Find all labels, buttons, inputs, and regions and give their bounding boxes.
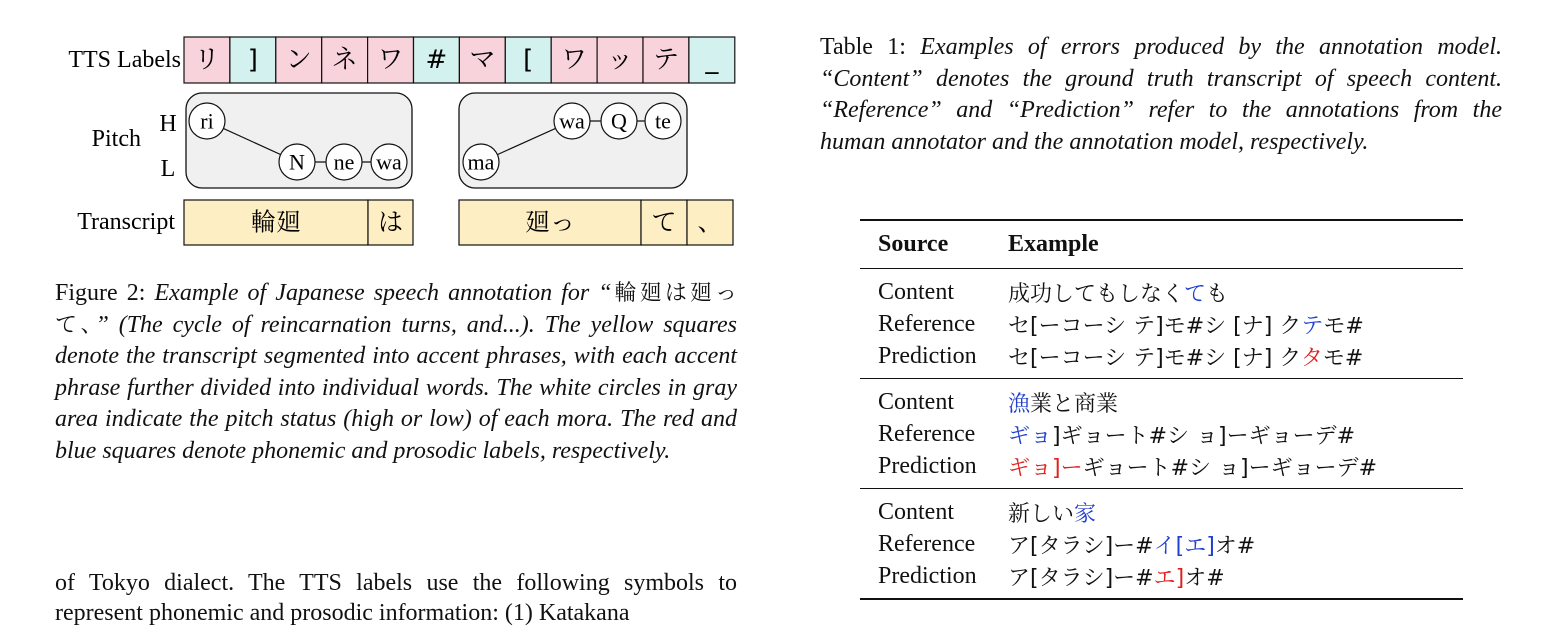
source-cell: Content: [878, 388, 954, 415]
highlighted-segment: イ[エ]: [1153, 533, 1215, 559]
mora-label: wa: [376, 149, 402, 175]
tts-label-cell: [322, 37, 368, 83]
header-example: Example: [1008, 231, 1099, 257]
example-segment: ]ギョート#シ ョ]ーギョーデ#: [1052, 423, 1356, 449]
example-segment: 新しい: [1008, 501, 1075, 527]
mora-label: Q: [611, 108, 627, 134]
tts-label-cell: [597, 37, 643, 83]
highlighted-segment: エ]: [1153, 565, 1185, 591]
tts-label-text: [: [523, 45, 534, 75]
example-cell: [1008, 561, 1463, 592]
example-segment: 成功してもしなく: [1008, 281, 1185, 307]
example-cell: [1008, 277, 1463, 308]
pitch-group: [459, 93, 687, 188]
example-cell: [1008, 529, 1463, 560]
table-row: [860, 496, 1463, 528]
highlighted-segment: 漁: [1008, 391, 1031, 417]
tts-label-cell: [276, 37, 322, 83]
highlighted-segment: ギョ]ー: [1008, 455, 1083, 481]
tts-label-text: _: [705, 45, 719, 75]
table-group: [860, 269, 1463, 379]
annotation-figure: [0, 0, 760, 260]
tts-label-text: ン: [285, 45, 312, 75]
mora-label: ma: [467, 149, 495, 175]
example-segment: も: [1206, 281, 1229, 307]
tts-label-cell: [230, 37, 276, 83]
transcript-phrase: [459, 200, 733, 245]
highlighted-segment: て: [1184, 281, 1207, 307]
source-cell: Content: [878, 278, 954, 305]
mora-node: [645, 103, 681, 139]
mora-label: ri: [200, 108, 214, 134]
example-segment: モ#: [1323, 313, 1364, 339]
tts-label-text: テ: [652, 45, 679, 75]
tts-label-cell: [184, 37, 230, 83]
example-segment: オ#: [1184, 565, 1225, 591]
example-segment: セ[ーコーシ テ]モ#シ [ナ] ク: [1008, 313, 1302, 339]
mora-node: [371, 144, 407, 180]
tts-label-text: ]: [247, 45, 258, 75]
transcript-phrase: [184, 200, 413, 245]
table-group: [860, 379, 1463, 489]
highlighted-segment: ギョ: [1008, 423, 1053, 449]
source-cell: Content: [878, 498, 954, 525]
example-segment: モ#: [1322, 345, 1364, 371]
tts-label-text: ネ: [331, 45, 358, 75]
example-cell: [1008, 497, 1463, 528]
mora-label: te: [655, 108, 671, 134]
table-caption-text: Examples of errors produced by the annotation model. “Content” denotes the ground truth transcript of speech content. “Reference” and “Prediction” refer to the annotations from the human annotator and the annotation model, respectively.: [820, 34, 1503, 155]
example-segment: ア[タラシ]ー#: [1008, 565, 1154, 591]
tts-label-text: マ: [469, 45, 496, 75]
mora-node: [601, 103, 637, 139]
tts-label-cell: [414, 37, 460, 83]
source-cell: Prediction: [878, 452, 977, 479]
source-cell: Reference: [878, 530, 976, 557]
table-row: [860, 450, 1463, 482]
mora-node: [554, 103, 590, 139]
example-segment: ギョート#シ ョ]ーギョーデ#: [1082, 455, 1378, 481]
tts-label-cell: [459, 37, 505, 83]
example-cell: [1008, 309, 1463, 340]
figure-caption-label: Figure 2:: [55, 280, 146, 306]
table-row: [860, 340, 1463, 372]
tts-labels-row-label: TTS Labels: [68, 47, 181, 73]
example-segment: ア[タラシ]ー#: [1008, 533, 1154, 559]
source-cell: Reference: [878, 420, 976, 447]
transcript-row-label: Transcript: [77, 209, 175, 235]
transcript-word: は: [377, 207, 404, 237]
tts-label-text: ワ: [561, 45, 588, 75]
table-row: [860, 418, 1463, 450]
header-source: Source: [878, 231, 949, 257]
tts-label-text: リ: [193, 45, 220, 75]
tts-label-cell: [368, 37, 414, 83]
table-caption-label: Table 1:: [820, 34, 906, 60]
example-cell: [1008, 387, 1463, 418]
source-cell: Reference: [878, 310, 976, 337]
mora-label: N: [289, 149, 305, 175]
highlighted-segment: 家: [1074, 501, 1097, 527]
pitch-high-label: H: [159, 111, 177, 137]
table-caption: [820, 32, 1502, 158]
mora-node: [189, 103, 225, 139]
figure-caption-text-end: ” (The cycle of reincarnation turns, and...). The yellow squares denote the transcript segmented into accent phrases, with each accent phrase further divided into individual words. The white circles in gray area indicate the pitch status (high or low) of each mora. The red and blue squares denote phonemic and prosodic labels, respectively.: [55, 311, 738, 464]
example-cell: [1008, 451, 1463, 482]
transcript-word: 廻っ: [524, 207, 576, 237]
figure-caption-text-start: Example of Japanese speech annotation for “: [154, 280, 612, 306]
tts-label-text: ッ: [607, 45, 634, 75]
highlighted-segment: タ: [1300, 345, 1323, 371]
pitch-low-label: L: [160, 156, 176, 182]
table-group: [860, 489, 1463, 598]
tts-label-cell: [643, 37, 689, 83]
table-row: [860, 528, 1463, 560]
tts-label-text: ワ: [377, 45, 404, 75]
table-header: [860, 221, 1463, 269]
table-row: [860, 308, 1463, 340]
source-cell: Prediction: [878, 562, 977, 589]
table-row: [860, 560, 1463, 592]
mora-label: wa: [559, 108, 585, 134]
table-row: [860, 386, 1463, 418]
tts-label-text: #: [425, 45, 448, 75]
transcript-word: 輪廻: [250, 207, 302, 237]
example-cell: [1008, 419, 1463, 450]
transcript-word: て: [651, 207, 677, 237]
source-cell: Prediction: [878, 342, 977, 369]
body-paragraph: of Tokyo dialect. The TTS labels use the following symbols to represent phonemic and prosodic information: (1) Katakana: [55, 570, 737, 626]
table-row: [860, 276, 1463, 308]
pitch-group: [186, 93, 412, 188]
tts-label-cell: [551, 37, 597, 83]
example-cell: [1008, 341, 1463, 372]
error-examples-table: [860, 219, 1463, 600]
mora-node: [463, 144, 499, 180]
highlighted-segment: テ: [1301, 313, 1324, 339]
example-segment: オ#: [1214, 533, 1256, 559]
mora-node: [326, 144, 362, 180]
example-segment: 業と商業: [1030, 391, 1119, 417]
figure-caption-quote: 輪廻は廻って、: [55, 281, 738, 338]
pitch-row-label: Pitch: [91, 126, 141, 152]
tts-label-cell: [689, 37, 735, 83]
mora-label: ne: [333, 149, 355, 175]
example-segment: セ[ーコーシ テ]モ#シ [ナ] ク: [1008, 345, 1301, 371]
mora-node: [279, 144, 315, 180]
figure-caption: [55, 278, 737, 467]
tts-label-cell: [505, 37, 551, 83]
table-body: [860, 269, 1463, 598]
transcript-word: 、: [697, 207, 723, 237]
